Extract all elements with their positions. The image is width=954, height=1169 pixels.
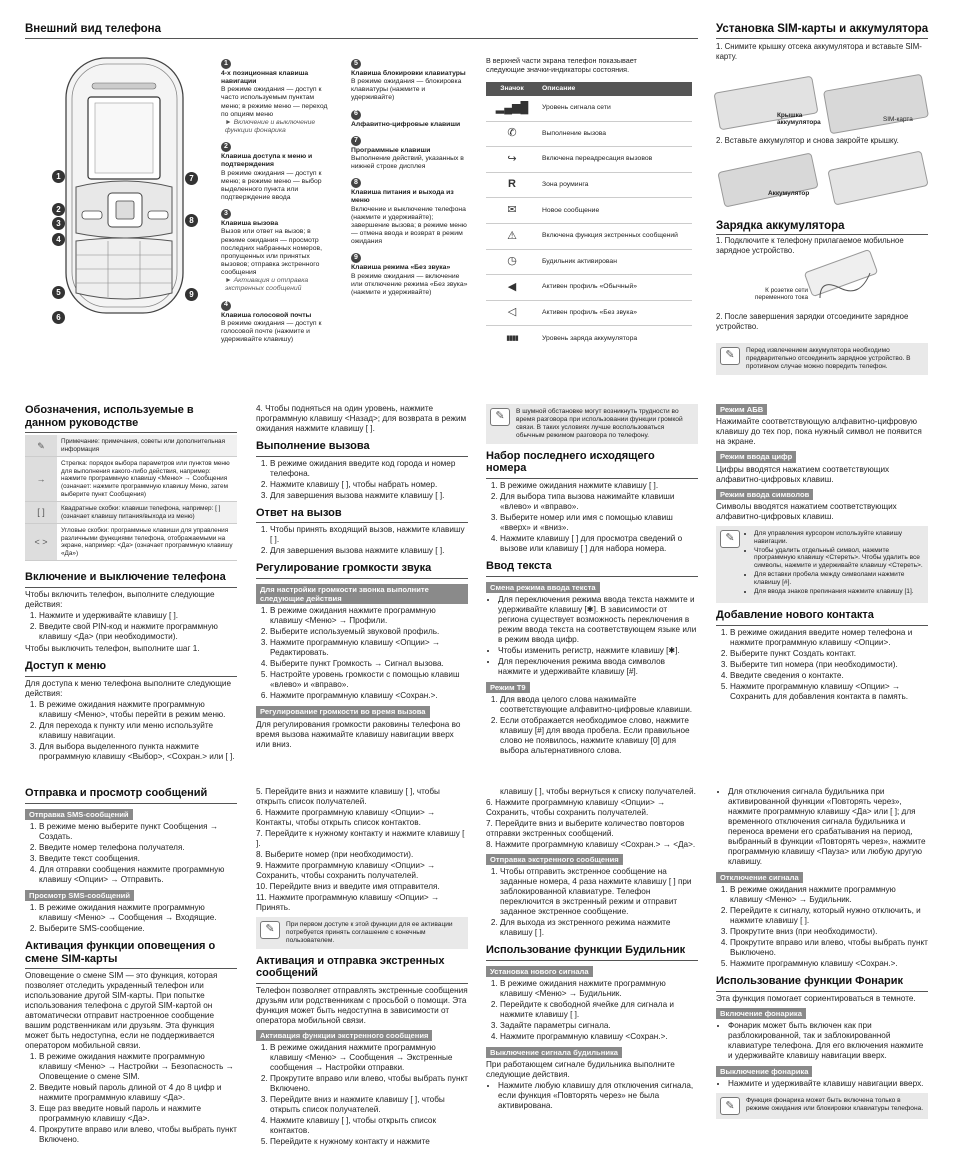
bullet: • Фонарик может быть включен как при разблокированной, так и заблокированной клавиатуре телефона. Для его включения нажмите и удерживайте клавишу навигации вверх.: [728, 1021, 928, 1061]
sim-step2: 2. Вставьте аккумулятор и снова закройте крышку.: [716, 136, 899, 145]
bottom-col-4: [716, 787, 928, 1123]
bottom-col-1: [25, 787, 237, 1147]
step: 4. Нажмите клавишу [ ], чтобы открыть список контактов.: [270, 1116, 468, 1136]
top-left-rule: [25, 38, 698, 39]
menu-rule: [25, 676, 237, 677]
send-sos-steps: [500, 867, 698, 938]
text-rule: [486, 576, 698, 577]
indicator-desc: Зона роуминга: [542, 180, 589, 188]
redial-steps: [500, 481, 698, 554]
sos-steps: [270, 1043, 468, 1147]
key-number: 4: [221, 301, 231, 311]
step: 1. Чтобы принять входящий вызов, нажмите клавишу [ ].: [270, 525, 468, 545]
step: 1. Нажмите и удерживайте клавишу [ ].: [39, 611, 237, 621]
call-steps: [270, 459, 468, 501]
key-desc-8: [351, 178, 469, 246]
step: 2. Перейдите к сигналу, который нужно отключить, и нажмите клавишу [ ].: [730, 906, 928, 926]
torch-note: [716, 1093, 928, 1119]
indicator-row: [486, 275, 692, 301]
simalert-intro: Оповещение о смене SIM — это функция, которая позволяет отследить украденный телефон или использование другой SIM-карты. При попытке использования телефона с другой SIM-картой он автоматически отправит настроенное сообщение вашим родственникам или друзьям. Эта функция может быть недоступна, если не поддерживается оператором мобильной связи.: [25, 971, 218, 1051]
send-sos-subbar: Отправка экстренного сообщения: [486, 854, 623, 865]
step: 6. Нажмите программную клавишу <Опции> → Сохранить, чтобы сохранить получателей.: [486, 798, 666, 817]
step: 2. Для выхода из экстренного режима нажмите клавишу [ ].: [500, 918, 698, 938]
alarm-delete-steps: [730, 885, 928, 969]
legend-row: [25, 524, 237, 561]
charging-rule: [716, 234, 928, 235]
indicator-desc: Уровень заряда аккумулятора: [542, 335, 638, 342]
note-icon: ✎: [720, 530, 740, 548]
key-desc-6: [351, 110, 469, 129]
key-title: Клавиша доступа к меню и подтверждения: [221, 153, 313, 169]
step: 3. Еще раз введите новый пароль и нажмите программную клавишу <Да>.: [39, 1104, 237, 1124]
callout-5: 5: [52, 286, 65, 299]
step: 3. Задайте параметры сигнала.: [500, 1021, 698, 1031]
brackets-icon: [ ]: [25, 502, 57, 523]
label-adapter: К розетке сети переменного тока: [754, 287, 808, 302]
charging-title: Зарядка аккумулятора: [716, 220, 845, 232]
closed-phone-image: [827, 150, 928, 205]
charging-step1: 1. Подключите к телефону прилагаемое мобильное зарядное устройство.: [716, 236, 904, 255]
view-sms-steps: [39, 903, 237, 934]
torch-off-subbar: Выключение фонарика: [716, 1066, 812, 1077]
speaker-note: [486, 404, 698, 444]
volume-subbar-2: Регулирование громкости во время вызова: [256, 706, 430, 717]
indicator-row: [486, 173, 692, 199]
indicator-row: [486, 224, 692, 250]
indicator-desc: Уровень сигнала сети: [542, 104, 611, 112]
key-text: В режиме ожидания — доступ к меню; в режиме меню — выбор выделенного пункта или подтверждение ввода: [221, 169, 322, 202]
step: 4. Введите сведения о контакте.: [730, 671, 928, 681]
indicator-desc: Новое сообщение: [542, 206, 600, 214]
step: 7. Перейдите к нужному контакту и нажмите клавишу [ ].: [256, 829, 465, 848]
bullet: • Нажмите и удерживайте клавишу навигации вверх.: [728, 1079, 928, 1089]
indicator-row: [486, 326, 692, 352]
alarm-off-subbar: Выключение сигнала будильника: [486, 1047, 622, 1058]
middle-col-4: [716, 404, 928, 704]
indicators-header: [486, 82, 692, 96]
step: 3. Для выбора выделенного пункта нажмите программную клавишу <Выбор>, <Сохран.> или [ ].: [39, 742, 237, 762]
power-outro: Чтобы выключить телефон, выполните шаг 1.: [25, 644, 200, 654]
step: 2. Если отображается необходимое слово, нажмите клавишу [#] для ввода пробела. Если правильное слово не появилось, нажмите клавишу [0] для выбора альтернативного слова.: [500, 716, 698, 756]
sim-title: Установка SIM-карты и аккумулятора: [716, 23, 929, 35]
callout-7: 7: [185, 172, 198, 185]
step: 5. Нажмите программную клавишу <Сохран.>.: [730, 959, 928, 969]
text-title: Ввод текста: [486, 559, 552, 572]
step: 3. Перейдите вниз и нажмите клавишу [ ], чтобы открыть список получателей.: [270, 1095, 468, 1115]
key-text: В режиме ожидания — блокировка клавиатуры (нажмите и удерживайте): [351, 78, 462, 102]
key-desc-4: [221, 301, 331, 345]
indicator-row: [486, 147, 692, 173]
volume-steps: [270, 606, 468, 701]
step: 1. В режиме ожидания введите номер телефона и нажмите программную клавишу <Опции>.: [730, 628, 928, 648]
call-rule: [256, 456, 468, 457]
note-icon: ✎: [260, 921, 280, 939]
power-title: Включение и выключение телефона: [25, 571, 226, 584]
bullet: • Для переключения режима ввода текста нажмите и удерживайте клавишу [✱]. В зависимости от региона существует возможность переключения в режим ввода текста на соответствующем языке или в режим ввода цифр.: [498, 595, 698, 645]
charger-cable: [800, 268, 900, 308]
key-title: Клавиша вызова: [221, 220, 279, 228]
alarm-rule: [486, 960, 698, 961]
key-text: Вызов или ответ на вызов; в режиме ожидания — просмотр последних набранных номеров, пропущенных или принятых вызовов; отправка экстренного сообщения: [221, 228, 322, 277]
charging-note: [716, 343, 928, 375]
step: 1. В режиме ожидания нажмите программную клавишу <Меню> → Настройки → Безопасность → Оповещение о смене SIM.: [39, 1052, 237, 1082]
key-title: Клавиша режима «Без звука»: [351, 264, 451, 272]
key-text: Включение и выключение телефона (нажмите и удерживайте); завершение вызова; в режиме меню — отмена ввода и возврат в режим ожидания: [351, 205, 467, 246]
step: 3. Нажмите программную клавишу <Опции> → Редактировать.: [270, 638, 468, 658]
alarm-off-bullets: [498, 1081, 698, 1111]
continued-text: клавишу [ ], чтобы вернуться к списку получателей.: [500, 787, 696, 796]
indicators-intro: В верхней части экрана телефон показывает следующие значки-индикаторы состояния.: [486, 56, 637, 74]
note-text: Перед извлечением аккумулятора необходимо предварительно отсоединить зарядное устройство. В противном случае можно повредить телефон.: [746, 347, 911, 370]
alarm-steps: [500, 979, 698, 1042]
msg-title: Отправка и просмотр сообщений: [25, 787, 208, 799]
step: 9. Нажмите программную клавишу <Опции> → Сохранить, чтобы сохранить получателей.: [256, 861, 436, 880]
step: 2. Выберите SMS-сообщение.: [39, 924, 237, 934]
key-number: 6: [351, 110, 361, 120]
step: 6. Нажмите программную клавишу <Опции> → Контакты, чтобы открыть список контактов.: [256, 808, 436, 827]
volume-subbar-1: Для настройки громкости звонка выполните следующие действия: [256, 584, 468, 605]
callout-3: 3: [52, 217, 65, 230]
sos-title: Активация и отправка экстренных сообщений: [256, 954, 445, 980]
torch-title: Использование функции Фонарик: [716, 975, 904, 988]
note-text: При первом доступе к этой функции для ее активации потребуется принять соглашение с конечным пользователем.: [286, 921, 453, 944]
keys-column-a: [221, 59, 331, 351]
appearance-title: Внешний вид телефона: [25, 23, 162, 35]
note-icon: ✎: [720, 1097, 740, 1115]
note-text: В шумной обстановке могут возникнуть трудности во время разговора при использовании функции громкой связи. В таких условиях лучше воспользоваться обычным режимом разговора по телефону.: [516, 408, 683, 439]
torch-on-bullets: [728, 1021, 928, 1061]
speaker-icon: ◀: [507, 280, 517, 293]
contact-rule: [716, 625, 928, 626]
step: 3. Для завершения вызова нажмите клавишу [ ].: [270, 491, 468, 501]
answer-rule: [256, 522, 468, 523]
label-battery: Аккумулятор: [768, 190, 810, 197]
step: 8. Нажмите программную клавишу <Сохран.> → <Да>.: [486, 840, 696, 849]
angle-brackets-icon: < >: [25, 524, 57, 560]
note-item: • Для управления курсором используйте клавишу навигации.: [754, 530, 924, 546]
step: 2. Прокрутите вправо или влево, чтобы выбрать пункт Включено.: [270, 1074, 468, 1094]
torch-on-subbar: Включение фонарика: [716, 1008, 806, 1019]
step: 5. Настройте уровень громкости с помощью клавиш «влево» и «вправо».: [270, 670, 468, 690]
label-sim: SIM-карта: [883, 116, 913, 123]
step: 10. Перейдите вниз и введите имя отправителя.: [256, 882, 440, 891]
indicator-row: [486, 198, 692, 224]
legend-text: Примечание: примечания, советы или дополнительная информация: [57, 435, 237, 456]
sim-slot-image: [823, 74, 929, 135]
indicator-row: [486, 96, 692, 122]
answer-steps: [270, 525, 468, 556]
roaming-icon: R: [508, 178, 516, 191]
indicator-desc: Выполнение вызова: [542, 129, 607, 137]
abc-text: Нажимайте соответствующую алфавитно-цифровую клавишу до тех пор, пока нужный символ не появится на экране.: [716, 417, 922, 447]
text-bullets: [498, 595, 698, 677]
step: 7. Перейдите вниз и выберите количество повторов отправки экстренных сообщений.: [486, 819, 685, 838]
key-desc-7: [351, 136, 469, 171]
key-number: 5: [351, 59, 361, 69]
legend-row: [25, 502, 237, 524]
alarm-subbar: Установка нового сигнала: [486, 966, 593, 977]
key-subref: ► Включение и выключение функции фонарика: [225, 118, 316, 135]
middle-col-1: [25, 404, 237, 764]
callout-1: 1: [52, 170, 65, 183]
note-item: • Чтобы удалить отдельный символ, нажмите программную клавишу <Стереть>. Чтобы удалить все символы, нажмите и удерживайте клавишу <Стереть>.: [754, 547, 924, 571]
send-sms-steps: [39, 822, 237, 885]
indicator-desc: Активен профиль «Без звука»: [542, 308, 638, 316]
indicator-desc: Включена переадресация вызовов: [542, 155, 653, 163]
key-number: 2: [221, 142, 231, 152]
text-subbar: Смена режима ввода текста: [486, 582, 600, 593]
torch-intro: Эта функция помогает сориентироваться в темноте.: [716, 993, 916, 1003]
step: 2. Для завершения вызова нажмите клавишу [ ].: [270, 546, 468, 556]
sos-icon: ⚠: [507, 229, 517, 242]
bullet: • Для отключения сигнала будильника при активированной функции «Повторять через», нажмите программную клавишу <Да> или [ ]; для временного отключения сигнала будильника и переноса времени его срабатывания на период, выбранный в функции «Повторять через», нажмите программную клавишу <Пауза> или любую другую клавишу.: [728, 787, 928, 867]
step: 2. Перейдите к свободной ячейке для сигнала и нажмите клавишу [ ].: [500, 1000, 698, 1020]
step: 1. Чтобы отправить экстренное сообщение на заданные номера, 4 раза нажмите клавишу [ ] при заблокированной клавиатуре. Телефон переключится в экстренный режим и отправит заданное экстренное сообщение.: [500, 867, 698, 917]
indicator-desc: Активен профиль «Обычный»: [542, 283, 638, 291]
menu-intro: Для доступа к меню телефона выполните следующие действия:: [25, 678, 232, 698]
middle-col-2: [256, 404, 468, 751]
contact-steps: [730, 628, 928, 702]
torch-off-bullets: [728, 1079, 928, 1089]
agreement-note: [256, 917, 468, 949]
t9-steps: [500, 695, 698, 756]
sym-subbar: Режим ввода символов: [716, 489, 813, 500]
sim-step1: 1. Снимите крышку отсека аккумулятора и вставьте SIM-карту.: [716, 42, 922, 61]
step: 1. В режиме ожидания нажмите программную клавишу <Меню> → Сообщения → Входящие.: [39, 903, 237, 923]
indicator-desc: Будильник активирован: [542, 257, 617, 265]
sos-rule: [256, 983, 468, 984]
legend-text: Стрелка: порядок выбора параметров или пунктов меню для выполнения какого-либо действия, например: нажмите программную клавишу <Меню> → Сообщения (означает: нажмите программную клавишу Меню, затем выберите пункт Сообщения): [61, 460, 230, 498]
step: 2. Для выбора типа вызова нажимайте клавиши «влево» и «вправо».: [500, 492, 698, 512]
sym-text: Символы вводятся нажатием соответствующих алфавитно-цифровых клавиш.: [716, 501, 897, 521]
step: 4. Для отправки сообщения нажмите программную клавишу <Опции> → Отправить.: [39, 865, 237, 885]
alarm-off-intro: При работающем сигнале будильника выполните следующие действия.: [486, 1060, 675, 1080]
message-icon: ✉: [507, 203, 517, 216]
step: 1. В режиме ожидания введите код города и номер телефона.: [270, 459, 468, 479]
step: 5. Нажмите программную клавишу <Опции> → Сохранить для добавления контакта в память.: [730, 682, 928, 702]
step: 1. В режиме ожидания нажмите программную клавишу <Меню> → Будильник.: [500, 979, 698, 999]
step: 4. Нажмите клавишу [ ] для просмотра сведений о вызове или клавишу [ ] для набора номера.: [500, 534, 698, 554]
contact-title: Добавление нового контакта: [716, 609, 874, 621]
key-desc-3: [221, 209, 331, 293]
arrow-icon: →: [25, 457, 57, 501]
view-sms-subbar: Просмотр SMS-сообщений: [25, 890, 134, 901]
phone-illustration: [62, 55, 187, 317]
legend-table: [25, 435, 237, 561]
step: 2. Введите номер телефона получателя.: [39, 843, 237, 853]
note-list: [754, 530, 924, 597]
bullet: • Нажмите любую клавишу для отключения сигнала, если функция «Повторять через» не была активирована.: [498, 1081, 698, 1111]
callout-6: 6: [52, 311, 65, 324]
alarm-delete-subbar: Отключение сигнала: [716, 872, 803, 883]
power-steps: [39, 611, 237, 642]
alarm-icon: ◷: [507, 255, 517, 268]
back-step: 4. Чтобы подняться на один уровень, нажмите программную клавишу <Назад>; для возврата в режим ожидания нажмите клавишу [ ].: [256, 404, 467, 433]
abc-subbar: Режим АБВ: [716, 404, 767, 415]
key-title: 4-х позиционная клавиша навигации: [221, 70, 309, 86]
simalert-title: Активация функции оповещения о смене SIM-карты: [25, 940, 216, 965]
key-title: Клавиша блокировки клавиатуры: [351, 70, 466, 77]
redial-rule: [486, 478, 698, 479]
step: 2. Нажмите клавишу [ ], чтобы набрать номер.: [270, 480, 468, 490]
legend-row: [25, 457, 237, 502]
key-subref: ► Активация и отправка экстренных сообщений: [225, 277, 309, 293]
note-icon: ✎: [720, 347, 740, 365]
step: 4. Прокрутите вправо или влево, чтобы выбрать пункт Выключено.: [730, 938, 928, 958]
answer-title: Ответ на вызов: [256, 506, 342, 519]
step: 3. Введите текст сообщения.: [39, 854, 237, 864]
sos-intro: Телефон позволяет отправлять экстренные сообщения друзьям или родственникам с просьбой о помощи. Эта функция может быть недоступна в зависимости от оператора мобильной связи.: [256, 986, 468, 1025]
redial-title: Набор последнего исходящего номера: [486, 449, 655, 475]
volume-text: Для регулирования громкости раковины телефона во время вызова нажимайте клавишу навигации вверх или вниз.: [256, 719, 461, 749]
indicator-row: [486, 250, 692, 276]
key-number: 1: [221, 59, 231, 69]
col-icon-header: Значок: [500, 84, 524, 92]
step: 5. Перейдите вниз и нажмите клавишу [ ], чтобы открыть список получателей.: [256, 787, 440, 806]
num-text: Цифры вводятся нажатием соответствующих алфавитно-цифровых клавиш.: [716, 464, 890, 484]
label-cover: Крышка аккумулятора: [777, 112, 821, 127]
step: 2. Введите новый пароль длиной от 4 до 8 цифр и нажмите программную клавишу <Да>.: [39, 1083, 237, 1103]
key-desc-1: [221, 59, 331, 135]
snooze-bullets: [728, 787, 928, 867]
middle-col-3: [486, 404, 698, 758]
simalert-steps: [39, 1052, 237, 1145]
step: 2. Выберите используемый звуковой профиль.: [270, 627, 468, 637]
sos-subbar: Активация функции экстренного сообщения: [256, 1030, 432, 1041]
t9-subbar: Режим T9: [486, 682, 530, 693]
torch-rule: [716, 991, 928, 992]
step: 1. В режиме ожидания нажмите программную клавишу <Меню> → Будильник.: [730, 885, 928, 905]
legend-row: [25, 435, 237, 457]
legend-rule: [25, 432, 237, 433]
step: 1. Для ввода целого слова нажимайте соответствующие алфавитно-цифровые клавиши.: [500, 695, 698, 715]
note-text: Функция фонарика может быть включена только в режиме ожидания или блокировки клавиатуры телефона.: [746, 1097, 924, 1113]
step: 8. Выберите номер (при необходимости).: [256, 850, 414, 859]
step: 1. В режиме ожидания нажмите программную клавишу <Меню> → Сообщения → Экстренные сообщения → Настройки отправки.: [270, 1043, 468, 1073]
step: 2. Выберите пункт Создать контакт.: [730, 649, 928, 659]
key-title: Алфавитно-цифровые клавиши: [351, 120, 461, 128]
power-rule: [25, 587, 237, 588]
indicators-table: [486, 82, 692, 352]
alarm-title: Использование функции Будильник: [486, 944, 686, 957]
phone-drawing: [62, 55, 187, 317]
col-desc-header: Описание: [542, 84, 576, 92]
battery-icon: ▮▮▮▮: [506, 334, 518, 342]
key-number: 3: [221, 209, 231, 219]
battery-image: [717, 152, 818, 207]
key-text: В режиме ожидания — доступ к часто используемым пунктам меню; в режиме меню — переход по опциям меню: [221, 86, 328, 118]
indicator-desc: Включена функция экстренных сообщений: [542, 232, 678, 240]
key-title: Клавиша голосовой почты: [221, 311, 312, 319]
key-text: В режиме ожидания — включение или отключение режима «Без звука» (нажмите и удерживайте): [351, 272, 468, 296]
key-number: 8: [351, 178, 361, 188]
key-text: В режиме ожидания — доступ к голосовой почте (нажмите и удерживайте клавишу): [221, 319, 322, 344]
key-number: 9: [351, 253, 361, 263]
step: 5. Перейдите к нужному контакту и нажмите: [270, 1137, 468, 1147]
note-item: • Для ввода знаков препинания нажмите клавишу [1].: [754, 588, 924, 596]
charging-step2: 2. После завершения зарядки отсоедините зарядное устройство.: [716, 312, 909, 331]
callout-8: 8: [185, 214, 198, 227]
keys-column-b: [351, 59, 469, 304]
key-desc-2: [221, 142, 331, 202]
bullet: • Чтобы изменить регистр, нажмите клавишу [✱].: [498, 646, 698, 656]
signal-icon: ▂▄▆█: [495, 101, 529, 114]
volume-rule: [256, 578, 468, 579]
send-sms-subbar: Отправка SMS-сообщений: [25, 809, 133, 820]
legend-text: Квадратные скобки: клавиши телефона, например: [ ] (означает клавишу питания/выхода из меню): [57, 502, 237, 523]
note-item: • Для вставки пробела между символами нажмите клавишу [#].: [754, 571, 924, 587]
step: 4. Прокрутите вправо или влево, чтобы выбрать пункт Включено.: [39, 1125, 237, 1145]
power-intro: Чтобы включить телефон, выполните следующие действия:: [25, 590, 215, 610]
step: 2. Введите свой PIN-код и нажмите программную клавишу <Да> (при необходимости).: [39, 622, 237, 642]
legend-title: Обозначения, используемые в данном руководстве: [25, 404, 194, 429]
step: 1. В режиме меню выберите пункт Сообщения → Создать.: [39, 822, 237, 842]
step: 1. В режиме ожидания нажмите программную клавишу <Меню>, чтобы перейти в режим меню.: [39, 700, 237, 720]
key-desc-5: [351, 59, 469, 103]
indicator-row: [486, 301, 692, 327]
step: 4. Нажмите программную клавишу <Сохран.>.: [500, 1032, 698, 1042]
key-title: Клавиша питания и выхода из меню: [351, 189, 454, 205]
bottom-col-3: [486, 787, 698, 1113]
step: 1. В режиме ожидания нажмите клавишу [ ].: [500, 481, 698, 491]
volume-title: Регулирование громкости звука: [256, 562, 432, 575]
num-subbar: Режим ввода цифр: [716, 451, 796, 462]
call-icon: ✆: [507, 127, 517, 140]
msg-rule: [25, 803, 237, 804]
step: 6. Нажмите программную клавишу <Сохран.>.: [270, 691, 468, 701]
top-right-rule: [716, 38, 928, 39]
step: 1. В режиме ожидания нажмите программную клавишу <Меню> → Профили.: [270, 606, 468, 626]
bullet: • Для переключения режима ввода символов нажмите и удерживайте клавишу [#].: [498, 657, 698, 677]
note-icon: ✎: [490, 408, 510, 426]
menu-steps: [39, 700, 237, 762]
legend-text: Угловые скобки: программные клавиши для управления различными функциями телефона, отображаемыми на экране, например: <Да> (означает программную клавишу «Да»): [61, 527, 233, 557]
key-desc-9: [351, 253, 469, 297]
call-forward-icon: ↪: [507, 152, 517, 165]
call-title: Выполнение вызова: [256, 440, 370, 452]
bottom-col-2: [256, 787, 468, 1149]
step: 3. Прокрутите вниз (при необходимости).: [730, 927, 928, 937]
step: 3. Выберите тип номера (при необходимости).: [730, 660, 928, 670]
key-text: Выполнение действий, указанных в нижней строке дисплея: [351, 154, 464, 171]
key-title: Программные клавиши: [351, 146, 431, 154]
note-icon: ✎: [25, 435, 57, 456]
callout-4: 4: [52, 233, 65, 246]
menu-title: Доступ к меню: [25, 660, 106, 673]
step: 11. Нажмите программную клавишу <Опции> → Принять.: [256, 893, 440, 912]
key-number: 7: [351, 136, 361, 146]
silent-icon: ◁: [507, 306, 517, 319]
callout-9: 9: [185, 288, 198, 301]
step: 2. Для перехода к пункту или меню используйте клавишу навигации.: [39, 721, 237, 741]
step: 3. Выберите номер или имя с помощью клавиш «вверх» и «вниз».: [500, 513, 698, 533]
indicator-row: [486, 122, 692, 148]
text-input-note: [716, 526, 928, 603]
callout-2: 2: [52, 203, 65, 216]
step: 4. Выберите пункт Громкость → Сигнал вызова.: [270, 659, 468, 669]
simalert-rule: [25, 968, 237, 969]
